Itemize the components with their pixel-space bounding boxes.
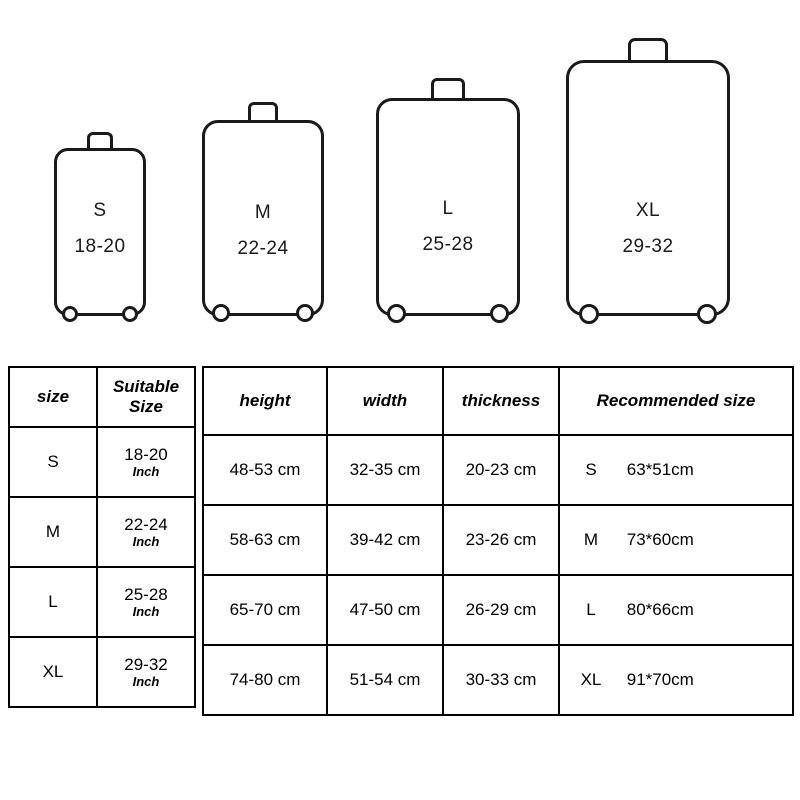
cell-height: 58-63 cm [203,505,327,575]
size-table [8,366,196,708]
wheel-icon [212,304,230,322]
wheel-icon [296,304,314,322]
cell-recommended-size [559,645,793,715]
wheel-icon [62,306,78,322]
suitable-size-unit: Inch [132,463,160,479]
cell-size: S [9,427,97,497]
wheel-icon [122,306,138,322]
suitable-size-value: 25-28 [124,585,168,605]
handle-icon [87,132,113,148]
recommended-size-value: 91*70cm [626,670,694,689]
case-size-xl: 29-32 [622,236,674,257]
table-row [9,427,195,497]
table-row [9,567,195,637]
cell-height: 65-70 cm [203,575,327,645]
cell-recommended-size [559,505,793,575]
wheel-icon [387,304,406,323]
recommended-size-value: 80*66cm [626,600,694,619]
case-label-m: M [254,202,272,223]
case-label-l: L [442,198,454,219]
luggage-illustration-row [0,0,800,350]
cell-width: 32-35 cm [327,435,443,505]
cell-width: 51-54 cm [327,645,443,715]
cell-suitable-size [97,497,195,567]
cell-recommended-size [559,575,793,645]
column-header-thickness: thickness [443,367,559,435]
table-row [203,505,793,575]
suitable-size-value: 29-32 [124,655,168,675]
cell-thickness: 20-23 cm [443,435,559,505]
recommended-size-value: 63*51cm [626,460,694,479]
recommended-size-value: 73*60cm [626,530,694,549]
suitable-size-unit: Inch [132,603,160,619]
cell-thickness: 30-33 cm [443,645,559,715]
cell-suitable-size [97,637,195,707]
cell-suitable-size [97,567,195,637]
column-header-size: size [9,367,97,427]
cell-size: L [9,567,97,637]
luggage-case-l [376,98,520,316]
table-row [203,435,793,505]
column-header-height: height [203,367,327,435]
cell-size: M [9,497,97,567]
case-size-m: 22-24 [237,238,289,259]
luggage-case-xl [566,60,730,316]
table-header-row [203,367,793,435]
cell-recommended-size [559,435,793,505]
column-header-recommended-size: Recommended size [559,367,793,435]
wheel-icon [490,304,509,323]
case-body [54,148,146,316]
case-size-l: 25-28 [422,234,474,255]
cell-suitable-size [97,427,195,497]
suitable-size-value: 22-24 [124,515,168,535]
cell-height: 74-80 cm [203,645,327,715]
recommended-size-label: XL [580,670,602,689]
cell-thickness: 26-29 cm [443,575,559,645]
luggage-case-s [54,148,146,316]
case-label-xl: XL [635,200,661,221]
cell-size: XL [9,637,97,707]
table-row [203,575,793,645]
column-header-width: width [327,367,443,435]
suitable-size-value: 18-20 [124,445,168,465]
luggage-case-m [202,120,324,316]
cell-width: 47-50 cm [327,575,443,645]
table-row [9,637,195,707]
cell-thickness: 23-26 cm [443,505,559,575]
cell-width: 39-42 cm [327,505,443,575]
case-body [566,60,730,316]
dimension-table [202,366,794,716]
case-size-s: 18-20 [74,236,126,257]
suitable-size-unit: Inch [132,673,160,689]
handle-icon [628,38,668,60]
handle-icon [248,102,278,120]
wheel-icon [579,304,599,324]
recommended-size-label: L [586,600,596,619]
handle-icon [431,78,465,98]
wheel-icon [697,304,717,324]
suitable-size-unit: Inch [132,533,160,549]
table-row [9,497,195,567]
table-row [203,645,793,715]
table-header-row [9,367,195,427]
recommended-size-label: M [583,530,599,549]
case-label-s: S [93,200,107,221]
recommended-size-label: S [585,460,597,479]
column-header-suitable-size: Suitable Size [97,367,195,427]
cell-height: 48-53 cm [203,435,327,505]
